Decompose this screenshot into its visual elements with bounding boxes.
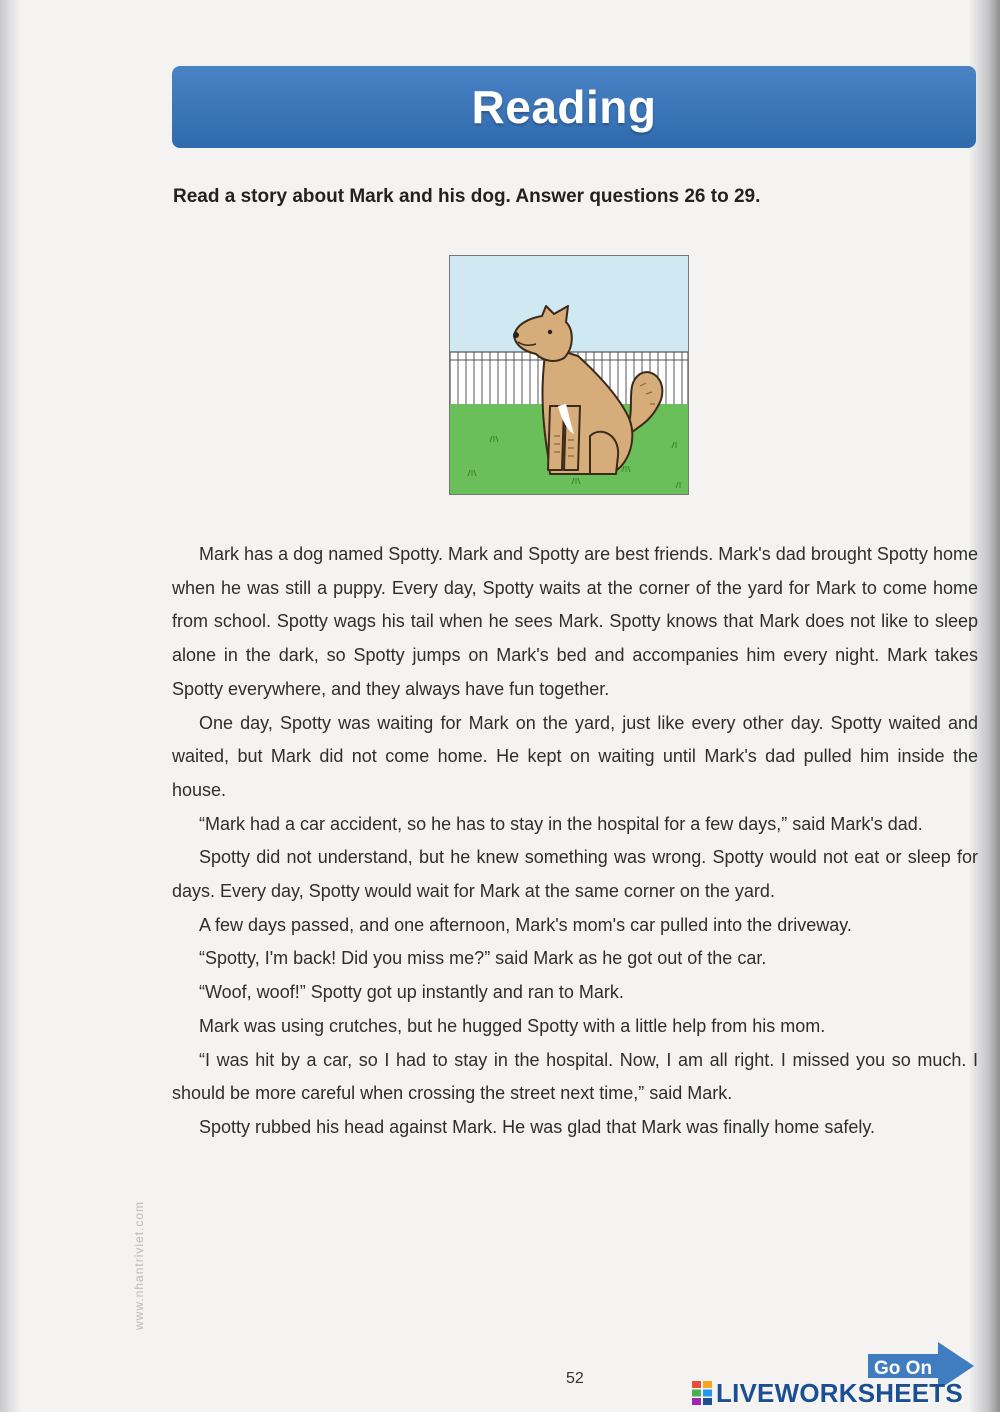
liveworksheets-icon xyxy=(692,1381,712,1405)
story-text xyxy=(172,538,978,1145)
liveworksheets-logo-text: LIVEWORKSHEETS xyxy=(716,1377,963,1408)
page-binding-shadow xyxy=(0,0,22,1412)
story-paragraph: A few days passed, and one afternoon, Mark's mom's car pulled into the driveway. xyxy=(199,914,852,935)
story-paragraph: “Spotty, I'm back! Did you miss me?” said Mark as he got out of the car. xyxy=(199,948,767,969)
dog-illustration xyxy=(449,255,689,495)
story-paragraph: One day, Spotty was waiting for Mark on the yard, just like every other day. Spotty waited and waited, but Mark did not come home. He kept on waiting until Mark's dad pulled him inside the house. xyxy=(172,712,978,800)
section-banner xyxy=(172,66,976,148)
story-paragraph: Mark was using crutches, but he hugged Spotty with a little help from his mom. xyxy=(199,1015,826,1036)
story-paragraph: “I was hit by a car, so I had to stay in the hospital. Now, I am all right. I missed you so much. I should be more careful when crossing the street next time,” said Mark. xyxy=(172,1049,978,1104)
story-paragraph: Spotty rubbed his head against Mark. He was glad that Mark was finally home safely. xyxy=(199,1116,876,1137)
story-paragraph: Mark has a dog named Spotty. Mark and Spotty are best friends. Mark's dad brought Spotty home when he was still a puppy. Every day, Spotty waits at the corner of the yard for Mark to come home from school. Spotty wags his tail when he sees Mark. Spotty knows that Mark does not like to sleep alone in the dark, so Spotty jumps on Mark's bed and accompanies him every night. Mark takes Spotty everywhere, and they always have fun together. xyxy=(172,544,978,699)
publisher-watermark: www.nhantriviet.com xyxy=(132,1200,146,1330)
story-paragraph: “Woof, woof!” Spotty got up instantly and ran to Mark. xyxy=(199,982,624,1003)
page-title: Reading xyxy=(471,81,657,133)
liveworksheets-logo xyxy=(692,1376,992,1410)
page-number: 52 xyxy=(566,1370,584,1387)
story-paragraph: “Mark had a car accident, so he has to stay in the hospital for a few days,” said Mark's dad. xyxy=(199,813,923,834)
instruction-text: Read a story about Mark and his dog. Answer questions 26 to 29. xyxy=(173,186,761,207)
story-paragraph: Spotty did not understand, but he knew something was wrong. Spotty would not eat or sleep for days. Every day, Spotty would wait for Mark at the same corner on the yard. xyxy=(172,847,978,902)
go-on-button[interactable]: Go On xyxy=(874,1358,933,1379)
